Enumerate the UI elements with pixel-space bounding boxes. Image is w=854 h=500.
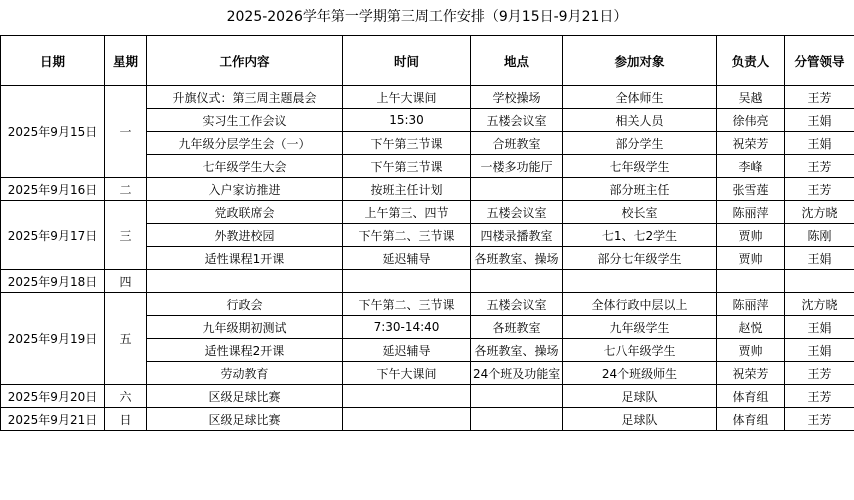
lead-cell: 贾帅: [717, 339, 785, 362]
weekday-cell: 三: [105, 201, 147, 270]
supervisor-cell: 王娟: [785, 247, 854, 270]
lead-cell: 吴越: [717, 86, 785, 109]
supervisor-cell: 王娟: [785, 316, 854, 339]
header-place: 地点: [471, 36, 563, 86]
time-cell: 下午第二、三节课: [343, 293, 471, 316]
place-cell: 五楼会议室: [471, 109, 563, 132]
content-cell: 适性课程2开课: [147, 339, 343, 362]
content-cell: 升旗仪式：第三周主题晨会: [147, 86, 343, 109]
time-cell: 7:30-14:40: [343, 316, 471, 339]
attendees-cell: 足球队: [563, 408, 717, 431]
attendees-cell: 部分学生: [563, 132, 717, 155]
place-cell: [471, 270, 563, 293]
lead-cell: 陈丽萍: [717, 293, 785, 316]
supervisor-cell: 王芳: [785, 362, 854, 385]
content-cell: 劳动教育: [147, 362, 343, 385]
lead-cell: 体育组: [717, 385, 785, 408]
time-cell: 延迟辅导: [343, 339, 471, 362]
attendees-cell: 全体行政中层以上: [563, 293, 717, 316]
schedule-table: [0, 35, 854, 431]
place-cell: 学校操场: [471, 86, 563, 109]
header-lead: 负责人: [717, 36, 785, 86]
place-cell: [471, 408, 563, 431]
time-cell: 按班主任计划: [343, 178, 471, 201]
time-cell: 上午大课间: [343, 86, 471, 109]
weekday-cell: 一: [105, 86, 147, 178]
time-cell: 上午第三、四节: [343, 201, 471, 224]
place-cell: 各班教室、操场: [471, 339, 563, 362]
time-cell: 延迟辅导: [343, 247, 471, 270]
place-cell: [471, 178, 563, 201]
content-cell: 七年级学生大会: [147, 155, 343, 178]
content-cell: 入户家访推进: [147, 178, 343, 201]
content-cell: 九年级分层学生会（一）: [147, 132, 343, 155]
place-cell: 合班教室: [471, 132, 563, 155]
supervisor-cell: 王娟: [785, 339, 854, 362]
supervisor-cell: 沈方晓: [785, 293, 854, 316]
attendees-cell: 足球队: [563, 385, 717, 408]
date-cell: 2025年9月16日: [1, 178, 105, 201]
supervisor-cell: 陈刚: [785, 224, 854, 247]
weekday-cell: 六: [105, 385, 147, 408]
lead-cell: 贾帅: [717, 224, 785, 247]
weekday-cell: 日: [105, 408, 147, 431]
header-supervisor: 分管领导: [785, 36, 854, 86]
attendees-cell: 部分班主任: [563, 178, 717, 201]
place-cell: 各班教室: [471, 316, 563, 339]
lead-cell: [717, 270, 785, 293]
weekday-cell: 五: [105, 293, 147, 385]
supervisor-cell: 沈方晓: [785, 201, 854, 224]
content-cell: [147, 270, 343, 293]
time-cell: [343, 408, 471, 431]
time-cell: 下午第二、三节课: [343, 224, 471, 247]
header-weekday: 星期: [105, 36, 147, 86]
lead-cell: 赵悦: [717, 316, 785, 339]
table-row: [1, 86, 854, 109]
lead-cell: 徐伟亮: [717, 109, 785, 132]
date-cell: 2025年9月19日: [1, 293, 105, 385]
header-row: [1, 36, 854, 86]
weekday-cell: 四: [105, 270, 147, 293]
date-cell: 2025年9月21日: [1, 408, 105, 431]
date-cell: 2025年9月15日: [1, 86, 105, 178]
attendees-cell: 24个班级师生: [563, 362, 717, 385]
table-row: [1, 385, 854, 408]
content-cell: 实习生工作会议: [147, 109, 343, 132]
attendees-cell: 七1、七2学生: [563, 224, 717, 247]
page-title: 2025-2026学年第一学期第三周工作安排（9月15日-9月21日）: [226, 9, 628, 25]
supervisor-cell: 王芳: [785, 86, 854, 109]
time-cell: 下午第三节课: [343, 132, 471, 155]
supervisor-cell: 王芳: [785, 178, 854, 201]
time-cell: [343, 270, 471, 293]
header-content: 工作内容: [147, 36, 343, 86]
attendees-cell: 校长室: [563, 201, 717, 224]
lead-cell: 陈丽萍: [717, 201, 785, 224]
date-cell: 2025年9月17日: [1, 201, 105, 270]
attendees-cell: 七八年级学生: [563, 339, 717, 362]
supervisor-cell: 王芳: [785, 155, 854, 178]
supervisor-cell: 王娟: [785, 132, 854, 155]
place-cell: 四楼录播教室: [471, 224, 563, 247]
table-row: [1, 201, 854, 224]
lead-cell: 祝荣芳: [717, 132, 785, 155]
supervisor-cell: 王芳: [785, 408, 854, 431]
lead-cell: 体育组: [717, 408, 785, 431]
date-cell: 2025年9月18日: [1, 270, 105, 293]
place-cell: 一楼多功能厅: [471, 155, 563, 178]
content-cell: 区级足球比赛: [147, 385, 343, 408]
table-row: [1, 178, 854, 201]
attendees-cell: 相关人员: [563, 109, 717, 132]
content-cell: 区级足球比赛: [147, 408, 343, 431]
lead-cell: 张雪莲: [717, 178, 785, 201]
place-cell: [471, 385, 563, 408]
time-cell: 15:30: [343, 109, 471, 132]
lead-cell: 贾帅: [717, 247, 785, 270]
content-cell: 行政会: [147, 293, 343, 316]
date-cell: 2025年9月20日: [1, 385, 105, 408]
header-date: 日期: [1, 36, 105, 86]
place-cell: 五楼会议室: [471, 293, 563, 316]
content-cell: 党政联席会: [147, 201, 343, 224]
place-cell: 各班教室、操场: [471, 247, 563, 270]
time-cell: 下午第三节课: [343, 155, 471, 178]
attendees-cell: 全体师生: [563, 86, 717, 109]
table-row: [1, 293, 854, 316]
content-cell: 外教进校园: [147, 224, 343, 247]
content-cell: 适性课程1开课: [147, 247, 343, 270]
header-time: 时间: [343, 36, 471, 86]
supervisor-cell: 王娟: [785, 109, 854, 132]
attendees-cell: [563, 270, 717, 293]
place-cell: 24个班及功能室: [471, 362, 563, 385]
weekday-cell: 二: [105, 178, 147, 201]
header-attendees: 参加对象: [563, 36, 717, 86]
attendees-cell: 九年级学生: [563, 316, 717, 339]
table-row: [1, 270, 854, 293]
table-row: [1, 408, 854, 431]
place-cell: 五楼会议室: [471, 201, 563, 224]
lead-cell: 祝荣芳: [717, 362, 785, 385]
time-cell: [343, 385, 471, 408]
lead-cell: 李峰: [717, 155, 785, 178]
supervisor-cell: 王芳: [785, 385, 854, 408]
attendees-cell: 七年级学生: [563, 155, 717, 178]
supervisor-cell: [785, 270, 854, 293]
attendees-cell: 部分七年级学生: [563, 247, 717, 270]
content-cell: 九年级期初测试: [147, 316, 343, 339]
time-cell: 下午大课间: [343, 362, 471, 385]
